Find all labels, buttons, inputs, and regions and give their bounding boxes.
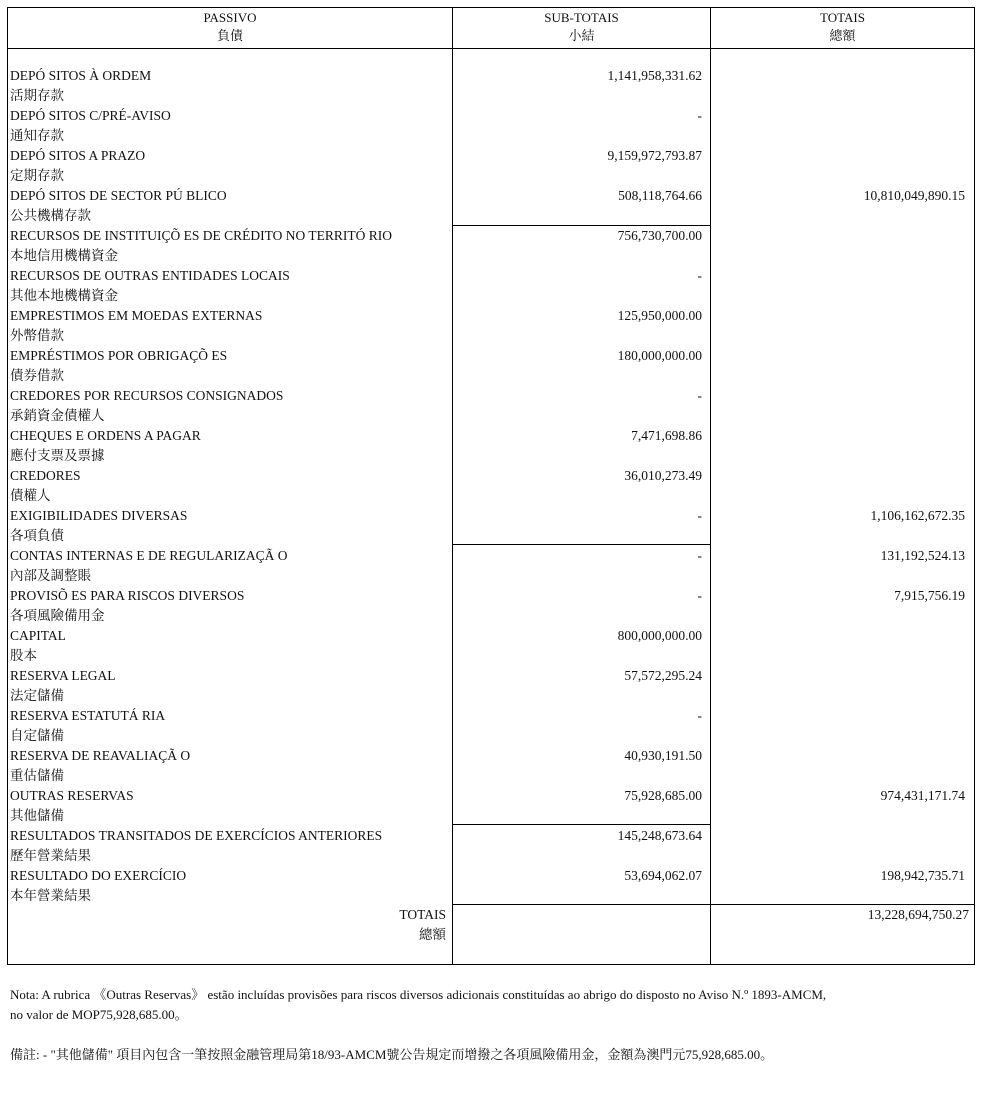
row-subtotal: 57,572,295.24 (624, 668, 702, 683)
table-row (8, 466, 974, 506)
row-label (10, 786, 134, 826)
row-subtotal: 1,141,958,331.62 (607, 68, 702, 83)
note-zh: 備註: - "其他儲備" 項目內包含一筆按照金融管理局第18/93-AMCM號公告規定而增撥之各項風險備用金，金額為澳門元75,928,685.00。 (10, 1047, 774, 1062)
row-subtotal: - (697, 268, 702, 283)
row-label (10, 506, 187, 546)
header-subtotais (453, 9, 710, 45)
table-row (8, 306, 974, 346)
table-row (8, 866, 974, 906)
row-label-zh: 各項風險備用金 (10, 608, 105, 623)
table-row (8, 146, 974, 186)
row-label-zh: 公共機構存款 (10, 208, 91, 223)
row-label-zh: 股本 (10, 648, 37, 663)
row-label-zh: 其他儲備 (10, 808, 64, 823)
row-label (10, 666, 116, 706)
row-label-zh: 法定儲備 (10, 688, 64, 703)
row-label-pt: CONTAS INTERNAS E DE REGULARIZAÇÃ O (10, 548, 288, 563)
row-label-pt: EMPRESTIMOS EM MOEDAS EXTERNAS (10, 308, 263, 323)
table-row (8, 586, 974, 626)
row-label-zh: 活期存款 (10, 88, 64, 103)
row-label (10, 266, 290, 306)
row-label-zh: 應付支票及票據 (10, 448, 105, 463)
table-row (8, 786, 974, 826)
row-label (10, 386, 283, 426)
row-subtotal: 75,928,685.00 (624, 788, 702, 803)
table-row (8, 826, 974, 866)
row-subtotal: 53,694,062.07 (624, 868, 702, 883)
row-total: 974,431,171.74 (880, 788, 965, 803)
row-label-pt: RESERVA LEGAL (10, 668, 116, 683)
row-label (10, 466, 81, 506)
row-label-pt: RESERVA ESTATUTÁ RIA (10, 708, 166, 723)
row-label (10, 746, 190, 786)
header-subtotais-label-zh: 小結 (568, 28, 595, 43)
table-row (8, 426, 974, 466)
row-label (10, 826, 382, 866)
table-row (8, 226, 974, 266)
table-row (8, 666, 974, 706)
row-label-zh: 本年營業結果 (10, 888, 91, 903)
note-pt-line2: no valor de MOP75,928,685.00。 (10, 1007, 188, 1022)
table-row (8, 66, 974, 106)
row-label-pt: DEPÓ SITOS À ORDEM (10, 68, 152, 83)
row-label-zh: 歷年營業結果 (10, 848, 91, 863)
row-label-pt: RESULTADO DO EXERCÍCIO (10, 868, 187, 883)
row-label (10, 306, 262, 346)
row-subtotal: 125,950,000.00 (617, 308, 702, 323)
row-label-pt: EXIGIBILIDADES DIVERSAS (10, 508, 188, 523)
row-label-zh: 外幣借款 (10, 328, 64, 343)
row-total: 10,810,049,890.15 (863, 188, 965, 203)
row-subtotal: - (697, 548, 702, 563)
row-subtotal: - (697, 388, 702, 403)
header-totais-label: TOTAIS (820, 10, 865, 25)
row-label (10, 586, 244, 626)
row-subtotal: 36,010,273.49 (624, 468, 702, 483)
row-label-zh: 債券借款 (10, 368, 64, 383)
row-label (10, 626, 66, 666)
row-subtotal: 756,730,700.00 (617, 228, 702, 243)
header-passivo (8, 9, 452, 45)
row-subtotal: 40,930,191.50 (624, 748, 702, 763)
row-subtotal: 508,118,764.66 (618, 188, 702, 203)
row-label (10, 66, 151, 106)
header-totais-label-zh: 總額 (829, 28, 856, 43)
row-label (10, 146, 145, 186)
row-label (10, 346, 227, 386)
row-label-pt: DEPÓ SITOS C/PRÉ-AVISO (10, 108, 171, 123)
header-rule (7, 48, 975, 49)
row-label-pt: PROVISÕ ES PARA RISCOS DIVERSOS (10, 588, 245, 603)
row-subtotal: 800,000,000.00 (617, 628, 702, 643)
row-total: 7,915,756.19 (894, 588, 965, 603)
row-label-zh: 內部及調整賬 (10, 568, 91, 583)
row-label-pt: DEPÓ SITOS DE SECTOR PÚ BLICO (10, 188, 227, 203)
row-label (10, 106, 171, 146)
header-passivo-label: PASSIVO (203, 10, 257, 25)
row-total: 1,106,162,672.35 (870, 508, 965, 523)
row-subtotal: - (697, 108, 702, 123)
row-label (10, 426, 201, 466)
row-subtotal: 7,471,698.86 (631, 428, 702, 443)
row-subtotal: - (697, 508, 702, 523)
row-subtotal: 9,159,972,793.87 (607, 148, 702, 163)
row-label (10, 546, 288, 586)
row-total: 131,192,524.13 (880, 548, 965, 563)
row-label-pt: RESERVA DE REAVALIAÇÃ O (10, 748, 191, 763)
row-subtotal: - (697, 588, 702, 603)
note-pt-line1: Nota: A rubrica 《Outras Reservas》 estão incluídas provisões para riscos diversos adicionais constituídas ao abrigo do disposto no Aviso N.º 1893-AMCM, (10, 987, 827, 1002)
row-subtotal: 180,000,000.00 (617, 348, 702, 363)
table-row (8, 386, 974, 426)
row-label-pt: EMPRÉSTIMOS POR OBRIGAÇÕ ES (10, 348, 228, 363)
row-label-pt: RECURSOS DE OUTRAS ENTIDADES LOCAIS (10, 268, 290, 283)
header-totais (711, 9, 974, 45)
table-row (8, 506, 974, 546)
row-label-zh: 重估儲備 (10, 768, 64, 783)
table-row (8, 106, 974, 146)
row-label-pt: CREDORES (10, 468, 81, 483)
row-label-pt: OUTRAS RESERVAS (10, 788, 134, 803)
row-label-zh: 通知存款 (10, 128, 64, 143)
header-passivo-label-zh: 負債 (216, 28, 243, 43)
table-row (8, 186, 974, 226)
table-row (8, 546, 974, 586)
table-row (8, 346, 974, 386)
row-label-pt: CHEQUES E ORDENS A PAGAR (10, 428, 201, 443)
row-label-pt: DEPÓ SITOS A PRAZO (10, 148, 146, 163)
row-label-zh: 其他本地機構資金 (10, 288, 118, 303)
table-row (8, 266, 974, 306)
row-label (10, 226, 392, 266)
row-label-pt: RESULTADOS TRANSITADOS DE EXERCÍCIOS ANTERIORES (10, 828, 383, 843)
row-label-zh: 定期存款 (10, 168, 64, 183)
table-row (8, 706, 974, 746)
table-row (8, 626, 974, 666)
row-label-pt: RECURSOS DE INSTITUIÇÕ ES DE CRÉDITO NO TERRITÓ RIO (10, 228, 393, 243)
row-label (10, 706, 165, 746)
totals-label-zh: 總額 (419, 927, 446, 942)
row-label-zh: 各項負債 (10, 528, 64, 543)
row-total: 198,942,735.71 (880, 868, 965, 883)
table-row (8, 746, 974, 786)
row-label (10, 866, 186, 906)
row-label-zh: 承銷資金債權人 (10, 408, 105, 423)
totals-label-pt: TOTAIS (399, 907, 446, 922)
row-label-zh: 本地信用機構資金 (10, 248, 118, 263)
totals-label (300, 905, 446, 945)
grand-total-value: 13,228,694,750.27 (867, 907, 969, 922)
row-label-zh: 債權人 (10, 488, 51, 503)
row-label-zh: 自定儲備 (10, 728, 64, 743)
row-label-pt: CREDORES POR RECURSOS CONSIGNADOS (10, 388, 284, 403)
row-label-pt: CAPITAL (10, 628, 66, 643)
row-label (10, 186, 227, 226)
row-subtotal: 145,248,673.64 (617, 828, 702, 843)
row-subtotal: - (697, 708, 702, 723)
header-subtotais-label: SUB-TOTAIS (544, 10, 619, 25)
